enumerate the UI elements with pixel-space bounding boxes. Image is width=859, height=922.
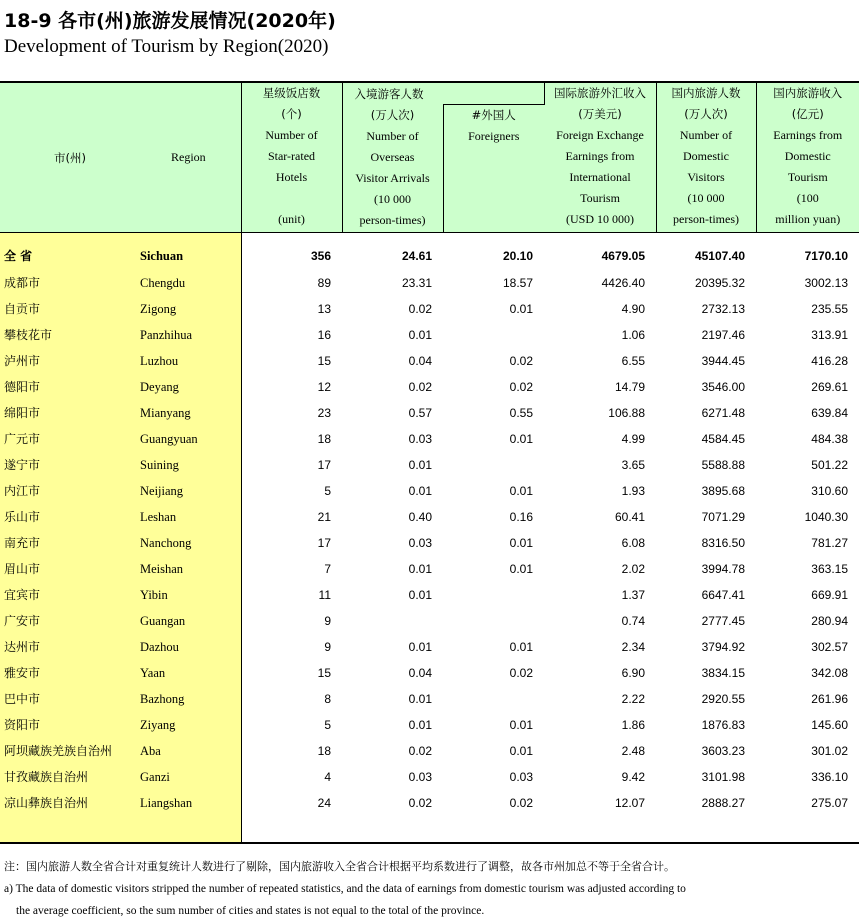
header-line: Hotels xyxy=(242,167,342,188)
table-row xyxy=(0,764,859,790)
cell-hotels: 18 xyxy=(241,426,342,452)
cell-overseas: 0.01 xyxy=(342,712,443,738)
cell-foreigners xyxy=(443,608,544,634)
region-en: Suining xyxy=(138,452,241,478)
cell-foreigners: 0.01 xyxy=(443,296,544,322)
header-line: (万人次) xyxy=(343,105,443,126)
table-row xyxy=(0,348,859,374)
cell-domestic-visitors: 3834.15 xyxy=(656,660,756,686)
cell-overseas: 24.61 xyxy=(342,236,443,270)
header-line: Tourism xyxy=(545,188,656,209)
cell-forex: 12.07 xyxy=(544,790,656,816)
cell-hotels: 16 xyxy=(241,322,342,348)
region-en: Neijiang xyxy=(138,478,241,504)
cell-domestic-earnings: 3002.13 xyxy=(756,270,859,296)
header-line: 国际旅游外汇收入 xyxy=(545,83,656,104)
cell-hotels: 17 xyxy=(241,452,342,478)
region-cn: 德阳市 xyxy=(0,374,138,400)
cell-overseas xyxy=(342,608,443,634)
header-line: Number of xyxy=(657,125,756,146)
cell-overseas: 0.02 xyxy=(342,790,443,816)
header-line: Domestic xyxy=(657,146,756,167)
cell-hotels: 5 xyxy=(241,478,342,504)
cell-domestic-earnings: 275.07 xyxy=(756,790,859,816)
cell-domestic-earnings: 342.08 xyxy=(756,660,859,686)
footnote-en-line2: the average coefficient, so the sum number of cities and states is not equal to the total of the province. xyxy=(4,900,686,922)
region-cn: 阿坝藏族羌族自治州 xyxy=(0,738,138,764)
cell-forex: 0.74 xyxy=(544,608,656,634)
cell-forex: 1.93 xyxy=(544,478,656,504)
cell-foreigners: 0.55 xyxy=(443,400,544,426)
region-cn: 乐山市 xyxy=(0,504,138,530)
cell-domestic-earnings: 269.61 xyxy=(756,374,859,400)
cell-overseas: 0.01 xyxy=(342,686,443,712)
header-line: 国内旅游收入 xyxy=(757,83,859,104)
table-row xyxy=(0,296,859,322)
cell-hotels: 15 xyxy=(241,348,342,374)
table-row xyxy=(0,452,859,478)
cell-foreigners: 0.01 xyxy=(443,530,544,556)
region-en: Sichuan xyxy=(138,236,241,270)
cell-forex: 1.06 xyxy=(544,322,656,348)
header-line: Visitor Arrivals xyxy=(343,168,443,189)
cell-domestic-visitors: 3994.78 xyxy=(656,556,756,582)
table-row xyxy=(0,426,859,452)
region-en: Panzhihua xyxy=(138,322,241,348)
region-en: Bazhong xyxy=(138,686,241,712)
cell-overseas: 23.31 xyxy=(342,270,443,296)
cell-domestic-earnings: 235.55 xyxy=(756,296,859,322)
header-line: person-times) xyxy=(343,210,443,231)
cell-hotels: 18 xyxy=(241,738,342,764)
header-line: (个) xyxy=(242,104,342,125)
region-en: Ziyang xyxy=(138,712,241,738)
cell-domestic-earnings: 313.91 xyxy=(756,322,859,348)
region-en: Ganzi xyxy=(138,764,241,790)
cell-hotels: 7 xyxy=(241,556,342,582)
cell-domestic-visitors: 3546.00 xyxy=(656,374,756,400)
table-header xyxy=(0,82,859,233)
cell-domestic-visitors: 45107.40 xyxy=(656,236,756,270)
cell-hotels: 5 xyxy=(241,712,342,738)
header-domestic-visitors xyxy=(656,82,756,233)
cell-domestic-visitors: 20395.32 xyxy=(656,270,756,296)
tourism-table xyxy=(0,81,859,844)
cell-forex: 2.22 xyxy=(544,686,656,712)
region-en: Meishan xyxy=(138,556,241,582)
table-row xyxy=(0,660,859,686)
cell-forex: 1.37 xyxy=(544,582,656,608)
region-cn: 成都市 xyxy=(0,270,138,296)
region-en: Dazhou xyxy=(138,634,241,660)
cell-forex: 4.99 xyxy=(544,426,656,452)
header-line: person-times) xyxy=(657,209,756,230)
cell-domestic-visitors: 6271.48 xyxy=(656,400,756,426)
region-cn: 甘孜藏族自治州 xyxy=(0,764,138,790)
table-row xyxy=(0,374,859,400)
header-line: Foreign Exchange xyxy=(545,125,656,146)
cell-domestic-earnings: 280.94 xyxy=(756,608,859,634)
cell-hotels: 11 xyxy=(241,582,342,608)
region-cn: 宜宾市 xyxy=(0,582,138,608)
region-cn: 全 省 xyxy=(0,236,138,270)
cell-domestic-earnings: 484.38 xyxy=(756,426,859,452)
table-row xyxy=(0,712,859,738)
header-line: International xyxy=(545,167,656,188)
header-line: Visitors xyxy=(657,167,756,188)
cell-domestic-visitors: 7071.29 xyxy=(656,504,756,530)
page-title-en: Development of Tourism by Region(2020) xyxy=(4,36,328,58)
footnote-cn: 注：国内旅游人数全省合计对重复统计人数进行了剔除，国内旅游收入全省合计根据平均系数进行了调整，故各市州加总不等于全省合计。 xyxy=(4,856,686,878)
header-line: Overseas xyxy=(343,147,443,168)
cell-hotels: 13 xyxy=(241,296,342,322)
region-cn: 广元市 xyxy=(0,426,138,452)
cell-domestic-visitors: 3603.23 xyxy=(656,738,756,764)
cell-domestic-earnings: 336.10 xyxy=(756,764,859,790)
cell-hotels: 12 xyxy=(241,374,342,400)
header-line: (10 000 xyxy=(657,188,756,209)
region-en: Chengdu xyxy=(138,270,241,296)
cell-domestic-visitors: 6647.41 xyxy=(656,582,756,608)
cell-domestic-earnings: 639.84 xyxy=(756,400,859,426)
cell-overseas: 0.04 xyxy=(342,660,443,686)
region-en: Nanchong xyxy=(138,530,241,556)
cell-domestic-visitors: 3794.92 xyxy=(656,634,756,660)
cell-domestic-visitors: 3895.68 xyxy=(656,478,756,504)
cell-domestic-visitors: 1876.83 xyxy=(656,712,756,738)
cell-domestic-earnings: 302.57 xyxy=(756,634,859,660)
cell-overseas: 0.57 xyxy=(342,400,443,426)
cell-foreigners: 0.01 xyxy=(443,556,544,582)
cell-forex: 9.42 xyxy=(544,764,656,790)
cell-forex: 4.90 xyxy=(544,296,656,322)
cell-domestic-visitors: 2197.46 xyxy=(656,322,756,348)
cell-foreigners: 20.10 xyxy=(443,236,544,270)
cell-domestic-visitors: 2920.55 xyxy=(656,686,756,712)
cell-overseas: 0.03 xyxy=(342,764,443,790)
region-cn: 资阳市 xyxy=(0,712,138,738)
region-cn: 凉山彝族自治州 xyxy=(0,790,138,816)
table-row xyxy=(0,400,859,426)
cell-overseas: 0.04 xyxy=(342,348,443,374)
header-line: #外国人 xyxy=(444,105,545,126)
cell-hotels: 9 xyxy=(241,634,342,660)
cell-overseas: 0.01 xyxy=(342,452,443,478)
cell-overseas: 0.01 xyxy=(342,634,443,660)
cell-hotels: 23 xyxy=(241,400,342,426)
header-line: (unit) xyxy=(242,209,342,230)
cell-overseas: 0.03 xyxy=(342,530,443,556)
header-overseas-group: 入境游客人数 xyxy=(342,82,544,105)
region-cn: 绵阳市 xyxy=(0,400,138,426)
header-domestic-earnings xyxy=(756,82,859,233)
header-line: Earnings from xyxy=(757,125,859,146)
header-foreigners xyxy=(443,105,544,233)
region-en: Leshan xyxy=(138,504,241,530)
cell-overseas: 0.03 xyxy=(342,426,443,452)
cell-forex: 4679.05 xyxy=(544,236,656,270)
cell-overseas: 0.02 xyxy=(342,296,443,322)
header-line: (100 xyxy=(757,188,859,209)
region-cn: 自贡市 xyxy=(0,296,138,322)
region-en: Liangshan xyxy=(138,790,241,816)
header-overseas xyxy=(342,105,443,233)
cell-domestic-earnings: 781.27 xyxy=(756,530,859,556)
header-line: Star-rated xyxy=(242,146,342,167)
cell-domestic-visitors: 2732.13 xyxy=(656,296,756,322)
table-row-total xyxy=(0,236,859,270)
cell-foreigners: 0.02 xyxy=(443,660,544,686)
table-row xyxy=(0,634,859,660)
region-cn: 雅安市 xyxy=(0,660,138,686)
cell-foreigners: 0.02 xyxy=(443,790,544,816)
table-row xyxy=(0,686,859,712)
cell-foreigners xyxy=(443,686,544,712)
table-row xyxy=(0,556,859,582)
region-en: Deyang xyxy=(138,374,241,400)
region-cn: 泸州市 xyxy=(0,348,138,374)
cell-foreigners: 0.16 xyxy=(443,504,544,530)
cell-domestic-earnings: 363.15 xyxy=(756,556,859,582)
cell-foreigners: 0.01 xyxy=(443,712,544,738)
table-row xyxy=(0,270,859,296)
cell-hotels: 356 xyxy=(241,236,342,270)
cell-hotels: 21 xyxy=(241,504,342,530)
cell-overseas: 0.01 xyxy=(342,322,443,348)
header-line: Number of xyxy=(242,125,342,146)
region-en: Yibin xyxy=(138,582,241,608)
cell-domestic-visitors: 2777.45 xyxy=(656,608,756,634)
footnote-en-line1: a) The data of domestic visitors stripped the number of repeated statistics, and the data of earnings from domestic tourism was adjusted according to xyxy=(4,878,686,900)
footnotes xyxy=(4,856,686,922)
cell-foreigners: 0.01 xyxy=(443,634,544,660)
cell-domestic-visitors: 5588.88 xyxy=(656,452,756,478)
header-line xyxy=(242,188,342,209)
cell-forex: 106.88 xyxy=(544,400,656,426)
cell-foreigners: 0.02 xyxy=(443,374,544,400)
cell-overseas: 0.01 xyxy=(342,478,443,504)
table-row xyxy=(0,790,859,816)
region-cn: 遂宁市 xyxy=(0,452,138,478)
cell-domestic-earnings: 501.22 xyxy=(756,452,859,478)
table-row xyxy=(0,608,859,634)
cell-forex: 2.48 xyxy=(544,738,656,764)
cell-forex: 60.41 xyxy=(544,504,656,530)
region-cn: 广安市 xyxy=(0,608,138,634)
cell-hotels: 15 xyxy=(241,660,342,686)
cell-foreigners: 0.01 xyxy=(443,738,544,764)
table-body xyxy=(0,233,859,844)
cell-forex: 6.55 xyxy=(544,348,656,374)
cell-domestic-earnings: 301.02 xyxy=(756,738,859,764)
header-region-en: Region xyxy=(138,82,241,233)
cell-domestic-earnings: 310.60 xyxy=(756,478,859,504)
cell-forex: 1.86 xyxy=(544,712,656,738)
region-en: Yaan xyxy=(138,660,241,686)
region-en: Luzhou xyxy=(138,348,241,374)
header-line: Earnings from xyxy=(545,146,656,167)
cell-forex: 4426.40 xyxy=(544,270,656,296)
cell-domestic-earnings: 669.91 xyxy=(756,582,859,608)
cell-domestic-visitors: 3944.45 xyxy=(656,348,756,374)
cell-domestic-earnings: 261.96 xyxy=(756,686,859,712)
table-row xyxy=(0,582,859,608)
region-en: Zigong xyxy=(138,296,241,322)
table-row xyxy=(0,478,859,504)
header-line: million yuan) xyxy=(757,209,859,230)
header-line: Foreigners xyxy=(444,126,545,147)
region-cn: 达州市 xyxy=(0,634,138,660)
cell-domestic-visitors: 3101.98 xyxy=(656,764,756,790)
header-line: 星级饭店数 xyxy=(242,83,342,104)
cell-foreigners xyxy=(443,322,544,348)
cell-domestic-visitors: 2888.27 xyxy=(656,790,756,816)
header-line: (USD 10 000) xyxy=(545,209,656,230)
cell-domestic-earnings: 416.28 xyxy=(756,348,859,374)
header-region-cn: 市(州) xyxy=(0,82,138,233)
region-cn: 巴中市 xyxy=(0,686,138,712)
cell-foreigners: 0.01 xyxy=(443,478,544,504)
cell-foreigners: 0.03 xyxy=(443,764,544,790)
cell-overseas: 0.02 xyxy=(342,738,443,764)
cell-hotels: 89 xyxy=(241,270,342,296)
cell-forex: 14.79 xyxy=(544,374,656,400)
cell-foreigners xyxy=(443,452,544,478)
cell-hotels: 17 xyxy=(241,530,342,556)
header-line: (万人次) xyxy=(657,104,756,125)
region-cn: 攀枝花市 xyxy=(0,322,138,348)
cell-forex: 3.65 xyxy=(544,452,656,478)
cell-hotels: 8 xyxy=(241,686,342,712)
cell-forex: 6.90 xyxy=(544,660,656,686)
cell-foreigners: 0.02 xyxy=(443,348,544,374)
header-forex xyxy=(544,82,656,233)
cell-hotels: 4 xyxy=(241,764,342,790)
cell-overseas: 0.01 xyxy=(342,582,443,608)
region-en: Guangyuan xyxy=(138,426,241,452)
cell-domestic-earnings: 1040.30 xyxy=(756,504,859,530)
header-line: Number of xyxy=(343,126,443,147)
page-title-cn: 18-9 各市(州)旅游发展情况(2020年) xyxy=(4,6,336,33)
region-en: Guangan xyxy=(138,608,241,634)
cell-foreigners: 0.01 xyxy=(443,426,544,452)
region-en: Mianyang xyxy=(138,400,241,426)
cell-forex: 2.34 xyxy=(544,634,656,660)
region-cn: 南充市 xyxy=(0,530,138,556)
cell-foreigners xyxy=(443,582,544,608)
cell-overseas: 0.01 xyxy=(342,556,443,582)
cell-forex: 6.08 xyxy=(544,530,656,556)
cell-domestic-earnings: 145.60 xyxy=(756,712,859,738)
header-line: (10 000 xyxy=(343,189,443,210)
cell-domestic-visitors: 8316.50 xyxy=(656,530,756,556)
table-row xyxy=(0,322,859,348)
header-line: 国内旅游人数 xyxy=(657,83,756,104)
cell-overseas: 0.40 xyxy=(342,504,443,530)
table-row xyxy=(0,738,859,764)
table-row xyxy=(0,530,859,556)
header-line: (万美元) xyxy=(545,104,656,125)
region-cn: 眉山市 xyxy=(0,556,138,582)
region-cn: 内江市 xyxy=(0,478,138,504)
cell-domestic-visitors: 4584.45 xyxy=(656,426,756,452)
cell-overseas: 0.02 xyxy=(342,374,443,400)
cell-foreigners: 18.57 xyxy=(443,270,544,296)
header-line: Domestic xyxy=(757,146,859,167)
region-en: Aba xyxy=(138,738,241,764)
header-hotels xyxy=(241,82,342,233)
header-line: Tourism xyxy=(757,167,859,188)
header-line: (亿元) xyxy=(757,104,859,125)
cell-hotels: 9 xyxy=(241,608,342,634)
cell-domestic-earnings: 7170.10 xyxy=(756,236,859,270)
table-row xyxy=(0,504,859,530)
cell-hotels: 24 xyxy=(241,790,342,816)
cell-forex: 2.02 xyxy=(544,556,656,582)
